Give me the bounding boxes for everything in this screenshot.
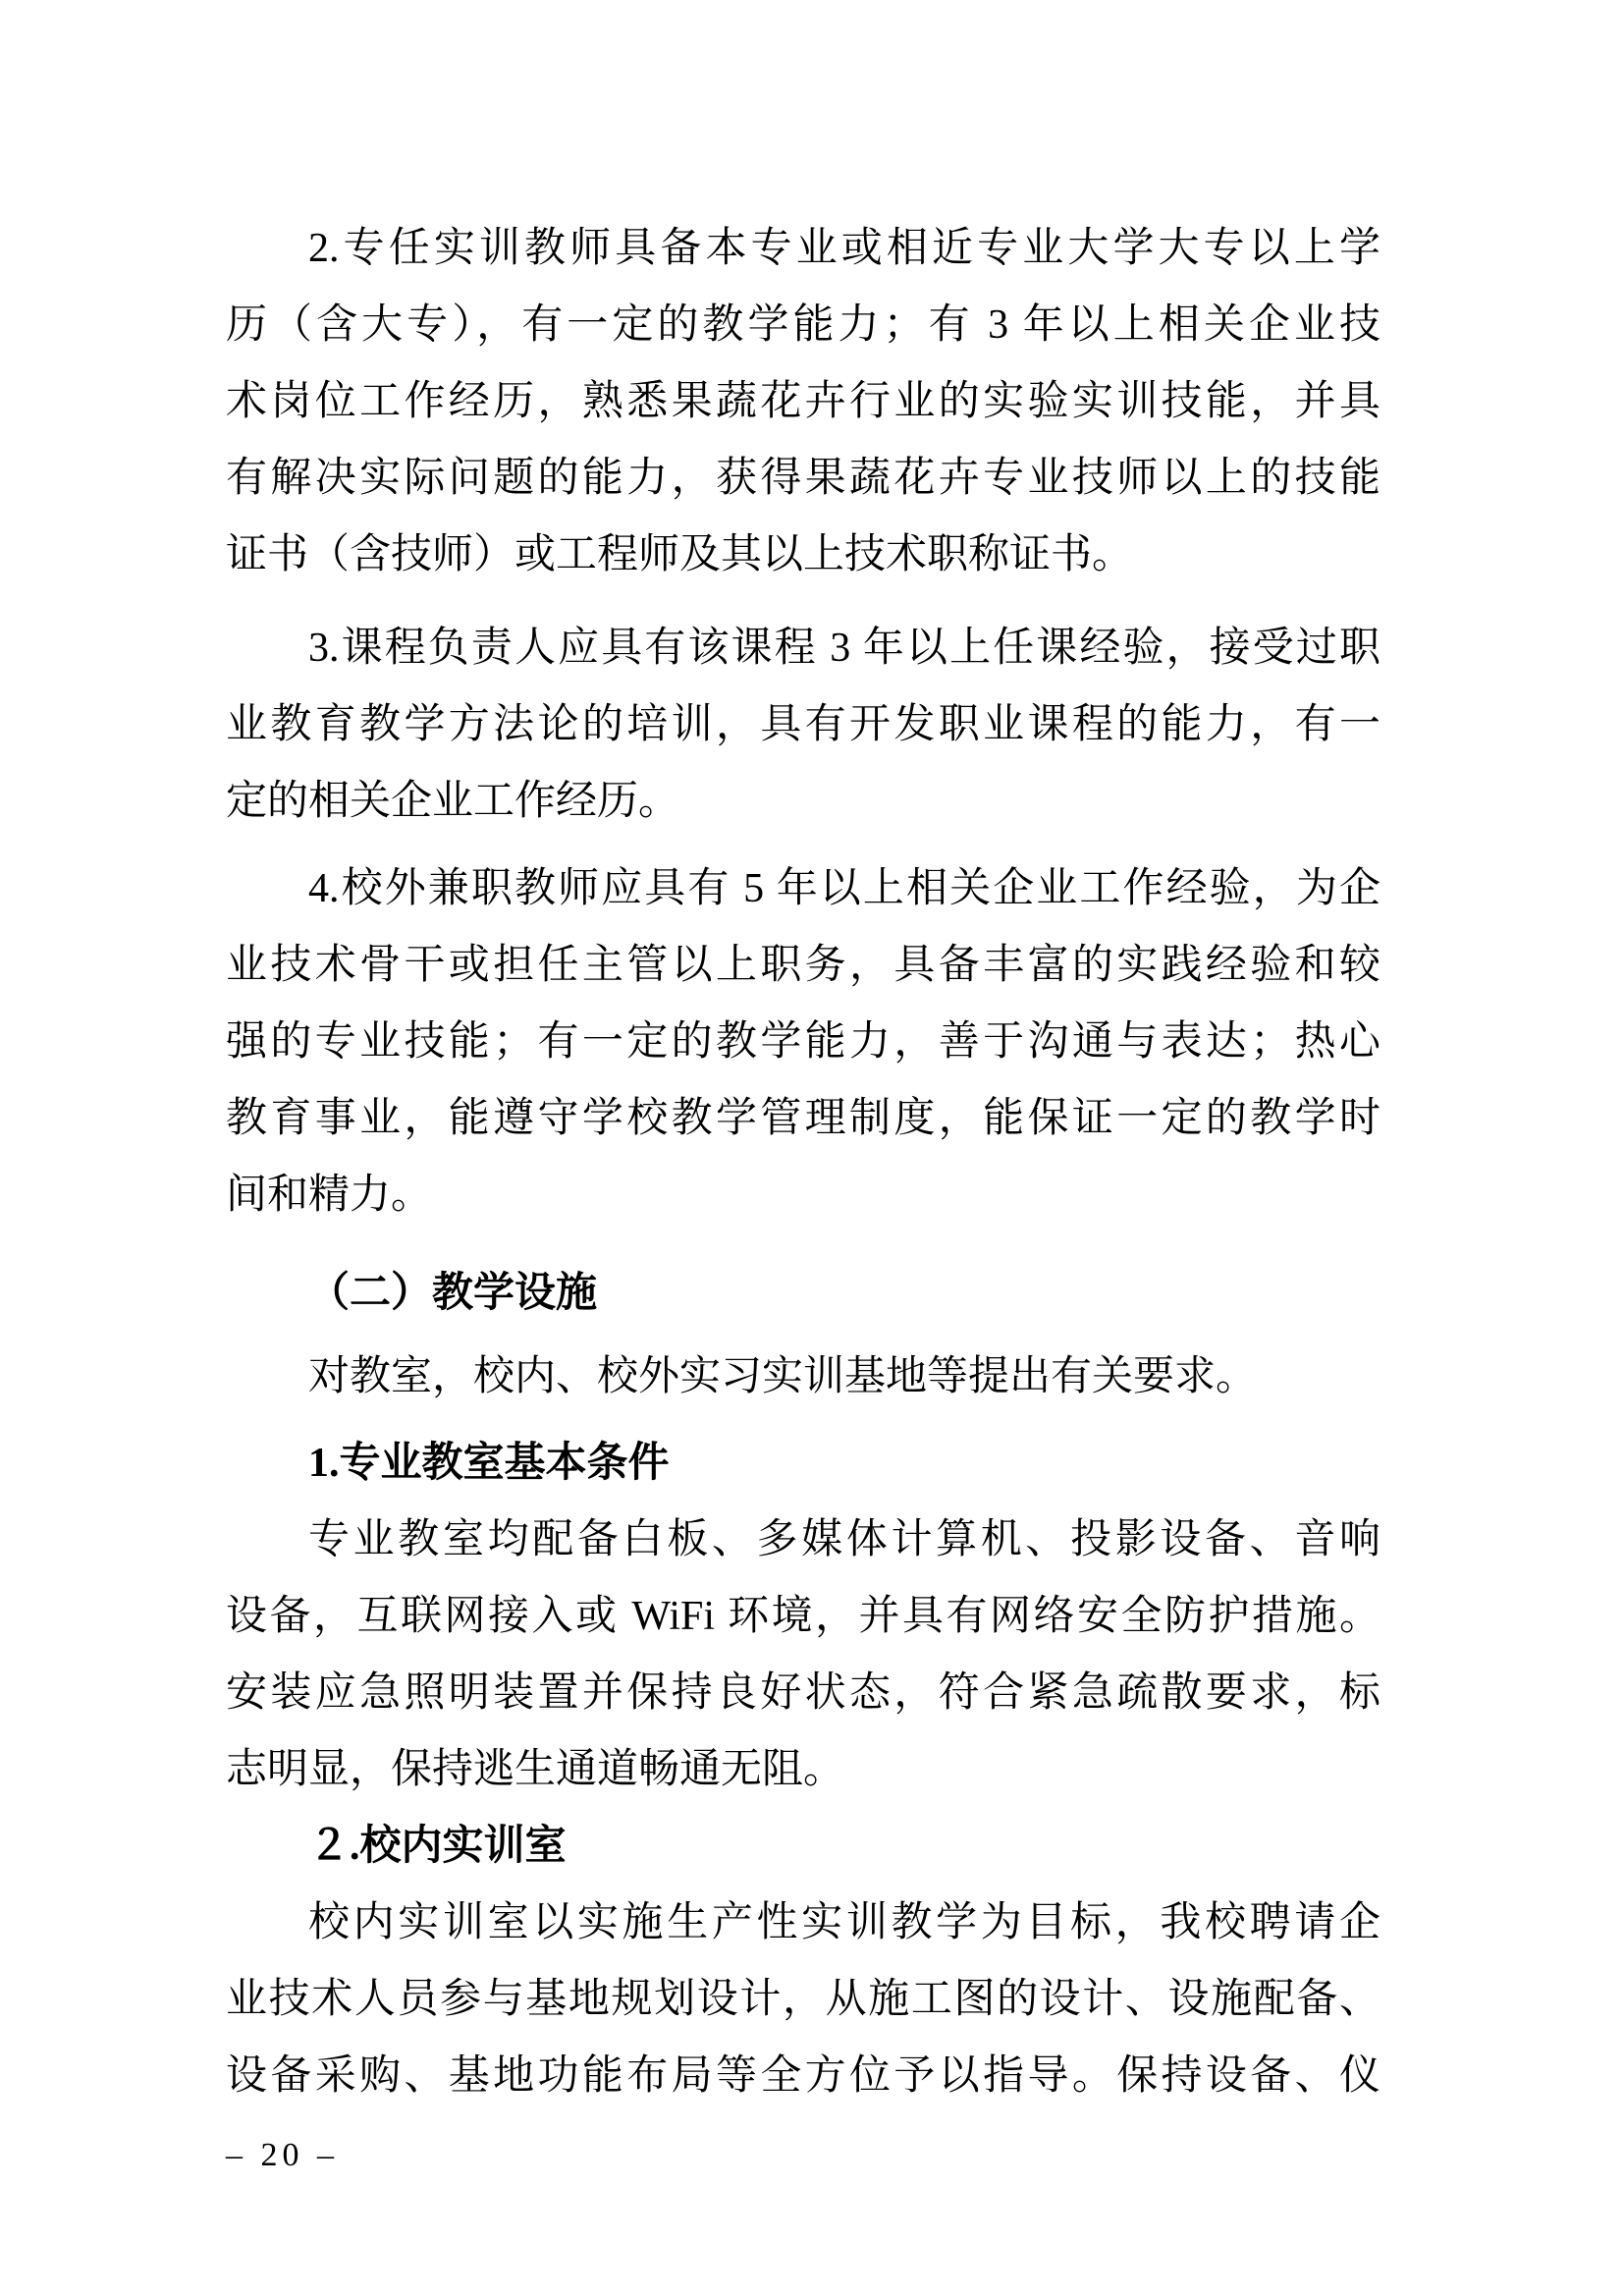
text-line: 证书（含技师）或工程师及其以上技术职称证书。 [226,532,1134,577]
document-body [226,210,1380,2114]
paragraph [226,210,1380,593]
paragraph [226,1339,1380,1415]
paragraph [226,1885,1380,2114]
paragraph [226,1255,1380,1332]
text-line: 安装应急照明装置并保持良好状态，符合紧急疏散要求，标 [226,1670,1380,1716]
text-line: 专业教室均配备白板、多媒体计算机、投影设备、音响 [308,1517,1380,1562]
text-line: 对教室，校内、校外实习实训基地等提出有关要求。 [308,1354,1258,1399]
paragraph [226,1502,1380,1808]
paragraph [226,1425,1380,1502]
paragraph [226,850,1380,1233]
text-line: 定的相关企业工作经历。 [226,779,680,824]
text-line: 志明显，保持逃生通道畅通无阻。 [226,1747,845,1792]
section-heading: 1.专业教室基本条件 [308,1441,670,1486]
paragraph [226,610,1380,840]
section-heading: （二）教学设施 [308,1271,598,1316]
page-number: – 20 – [226,2137,339,2173]
text-line: 术岗位工作经历，熟悉果蔬花卉行业的实验实训技能，并具 [226,379,1380,424]
text-line: 业技术骨干或担任主管以上职务，具备丰富的实践经验和较 [226,943,1380,988]
text-line: 强的专业技能；有一定的教学能力，善于沟通与表达；热心 [226,1019,1380,1065]
text-line: 业教育教学方法论的培训，具有开发职业课程的能力，有一 [226,702,1380,747]
section-heading: ２.校内实训室 [308,1824,567,1869]
text-line: 设备，互联网接入或 WiFi 环境，并具有网络安全防护措施。 [226,1594,1380,1639]
paragraph [226,1808,1380,1885]
text-line: 3.课程负责人应具有该课程 3 年以上任课经验，接受过职 [308,626,1380,671]
text-line: 2.专任实训教师具备本专业或相近专业大学大专以上学 [308,226,1380,271]
text-line: 4.校外兼职教师应具有 5 年以上相关企业工作经验，为企 [308,866,1380,911]
text-line: 间和精力。 [226,1173,433,1218]
text-line: 设备采购、基地功能布局等全方位予以指导。保持设备、仪 [226,2053,1380,2099]
text-line: 校内实训室以实施生产性实训教学为目标，我校聘请企 [308,1900,1380,1945]
text-line: 历（含大专），有一定的教学能力；有 3 年以上相关企业技 [226,302,1380,348]
text-line: 业技术人员参与基地规划设计，从施工图的设计、设施配备、 [226,1977,1380,2022]
text-line: 有解决实际问题的能力，获得果蔬花卉专业技师以上的技能 [226,456,1380,501]
text-line: 教育事业，能遵守学校教学管理制度，能保证一定的教学时 [226,1096,1380,1141]
